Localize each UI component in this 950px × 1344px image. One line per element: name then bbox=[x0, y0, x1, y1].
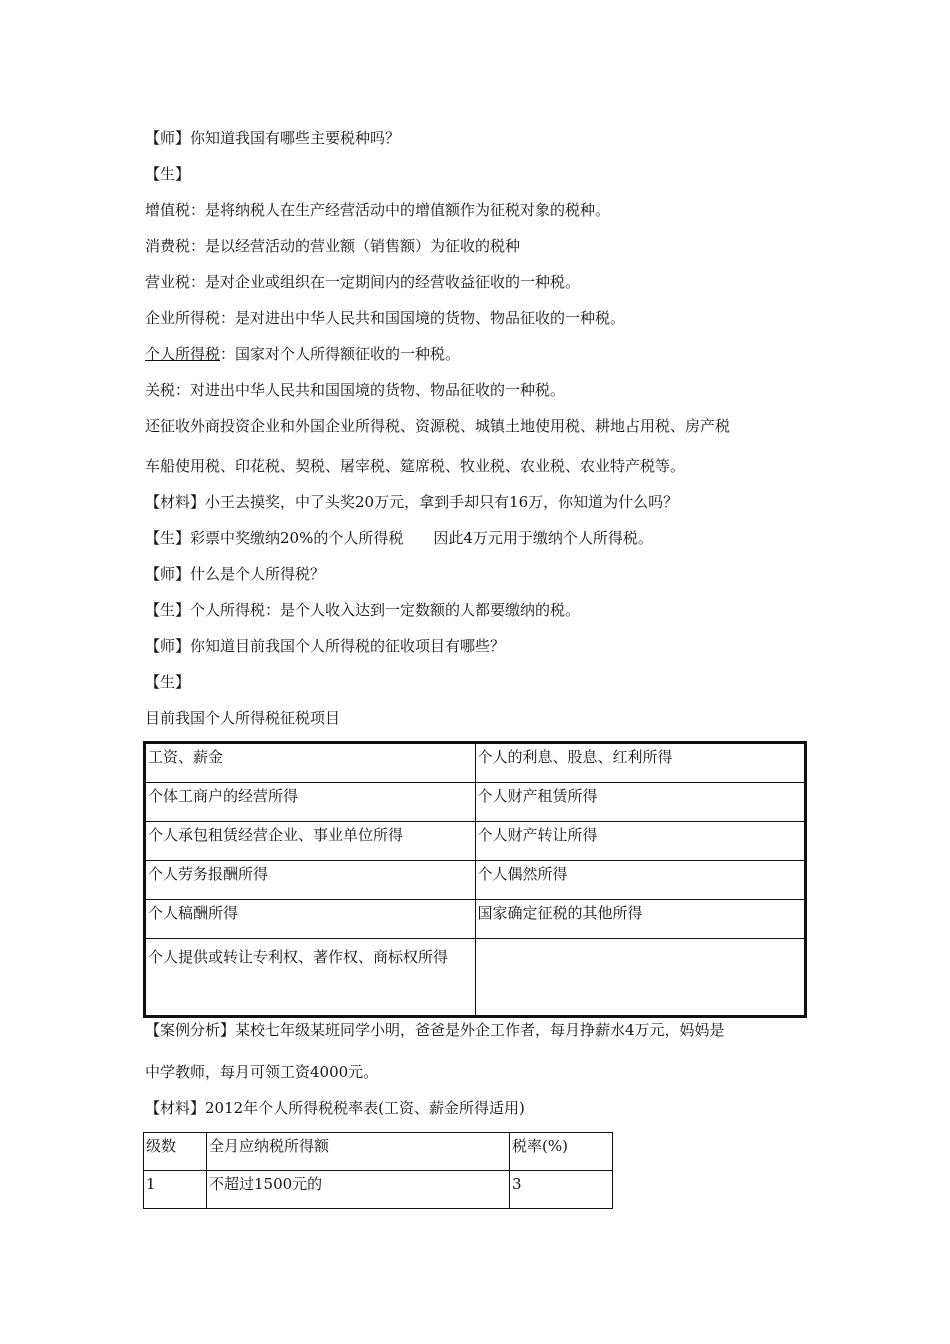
teacher-question-items: 【师】你知道目前我国个人所得税的征收项目有哪些？ bbox=[145, 637, 506, 655]
table-cell: 个人提供或转让专利权、著作权、商标权所得 bbox=[145, 939, 476, 1017]
case-analysis-line-2: 中学教师，每月可领工资4000元。 bbox=[145, 1063, 379, 1081]
teacher-question-tax-types: 【师】你知道我国有哪些主要税种吗？ bbox=[145, 129, 401, 147]
table-cell: 个人承包租赁经营企业、事业单位所得 bbox=[145, 822, 476, 861]
table-cell: 国家确定征税的其他所得 bbox=[475, 900, 806, 939]
table-row bbox=[145, 861, 806, 900]
header-level: 级数 bbox=[144, 1133, 207, 1171]
table-cell: 1 bbox=[144, 1171, 207, 1209]
student-lottery-answer: 【生】彩票中奖缴纳20%的个人所得税 因此4万元用于缴纳个人所得税。 bbox=[145, 529, 653, 547]
personal-income-tax-definition bbox=[145, 344, 460, 364]
table-cell: 个人财产转让所得 bbox=[475, 822, 806, 861]
consumption-tax-definition: 消费税：是以经营活动的营业额（销售额）为征收的税种 bbox=[145, 237, 521, 255]
lottery-material: 【材料】小王去摸奖，中了头奖20万元，拿到手却只有16万，你知道为什么吗？ bbox=[145, 493, 679, 511]
table-cell: 个体工商户的经营所得 bbox=[145, 783, 476, 822]
table-row bbox=[145, 783, 806, 822]
student-definition-answer: 【生】个人所得税：是个人收入达到一定数额的人都要缴纳的税。 bbox=[145, 601, 581, 619]
table-row bbox=[145, 900, 806, 939]
table-row bbox=[144, 1171, 613, 1209]
other-taxes-line-2: 车船使用税、印花税、契税、屠宰税、筵席税、牧业税、农业税、农业特产税等。 bbox=[145, 457, 686, 475]
table-cell: 个人稿酬所得 bbox=[145, 900, 476, 939]
tax-rate-table bbox=[143, 1132, 613, 1209]
business-tax-definition: 营业税：是对企业或组织在一定期间内的经营收益征收的一种税。 bbox=[145, 273, 581, 291]
personal-income-tax-term: 个人所得税 bbox=[145, 345, 221, 363]
rate-table-caption: 【材料】2012年个人所得税税率表(工资、薪金所得适用) bbox=[145, 1099, 525, 1117]
table-cell: 不超过1500元的 bbox=[207, 1171, 510, 1209]
enterprise-income-tax-definition: 企业所得税：是对进出中华人民共和国国境的货物、物品征收的一种税。 bbox=[145, 309, 626, 327]
other-taxes-line-1: 还征收外商投资企业和外国企业所得税、资源税、城镇土地使用税、耕地占用税、房产税 bbox=[145, 417, 731, 435]
vat-definition: 增值税：是将纳税人在生产经营活动中的增值额作为征税对象的税种。 bbox=[145, 201, 611, 219]
table-cell: 个人财产租赁所得 bbox=[475, 783, 806, 822]
table-row bbox=[145, 939, 806, 1017]
teacher-question-definition: 【师】什么是个人所得税？ bbox=[145, 565, 326, 583]
tax-items-table bbox=[143, 741, 807, 1018]
table-cell: 个人的利息、股息、红利所得 bbox=[475, 743, 806, 783]
header-rate: 税率(%) bbox=[510, 1133, 613, 1171]
items-table-caption: 目前我国个人所得税征税项目 bbox=[145, 709, 341, 727]
tariff-definition: 关税：对进出中华人民共和国国境的货物、物品征收的一种税。 bbox=[145, 381, 566, 399]
student-label: 【生】 bbox=[145, 165, 191, 183]
table-cell: 工资、薪金 bbox=[145, 743, 476, 783]
table-cell: 个人劳务报酬所得 bbox=[145, 861, 476, 900]
table-cell: 3 bbox=[510, 1171, 613, 1209]
header-taxable-income: 全月应纳税所得额 bbox=[207, 1133, 510, 1171]
table-cell bbox=[475, 939, 806, 1017]
table-cell: 个人偶然所得 bbox=[475, 861, 806, 900]
table-row bbox=[145, 743, 806, 783]
student-label-2: 【生】 bbox=[145, 673, 191, 691]
case-analysis-line-1: 【案例分析】某校七年级某班同学小明，爸爸是外企工作者，每月挣薪水4万元，妈妈是 bbox=[145, 1021, 725, 1039]
table-row bbox=[145, 822, 806, 861]
personal-income-tax-text: ：国家对个人所得额征收的一种税。 bbox=[220, 345, 461, 363]
table-header-row bbox=[144, 1133, 613, 1171]
